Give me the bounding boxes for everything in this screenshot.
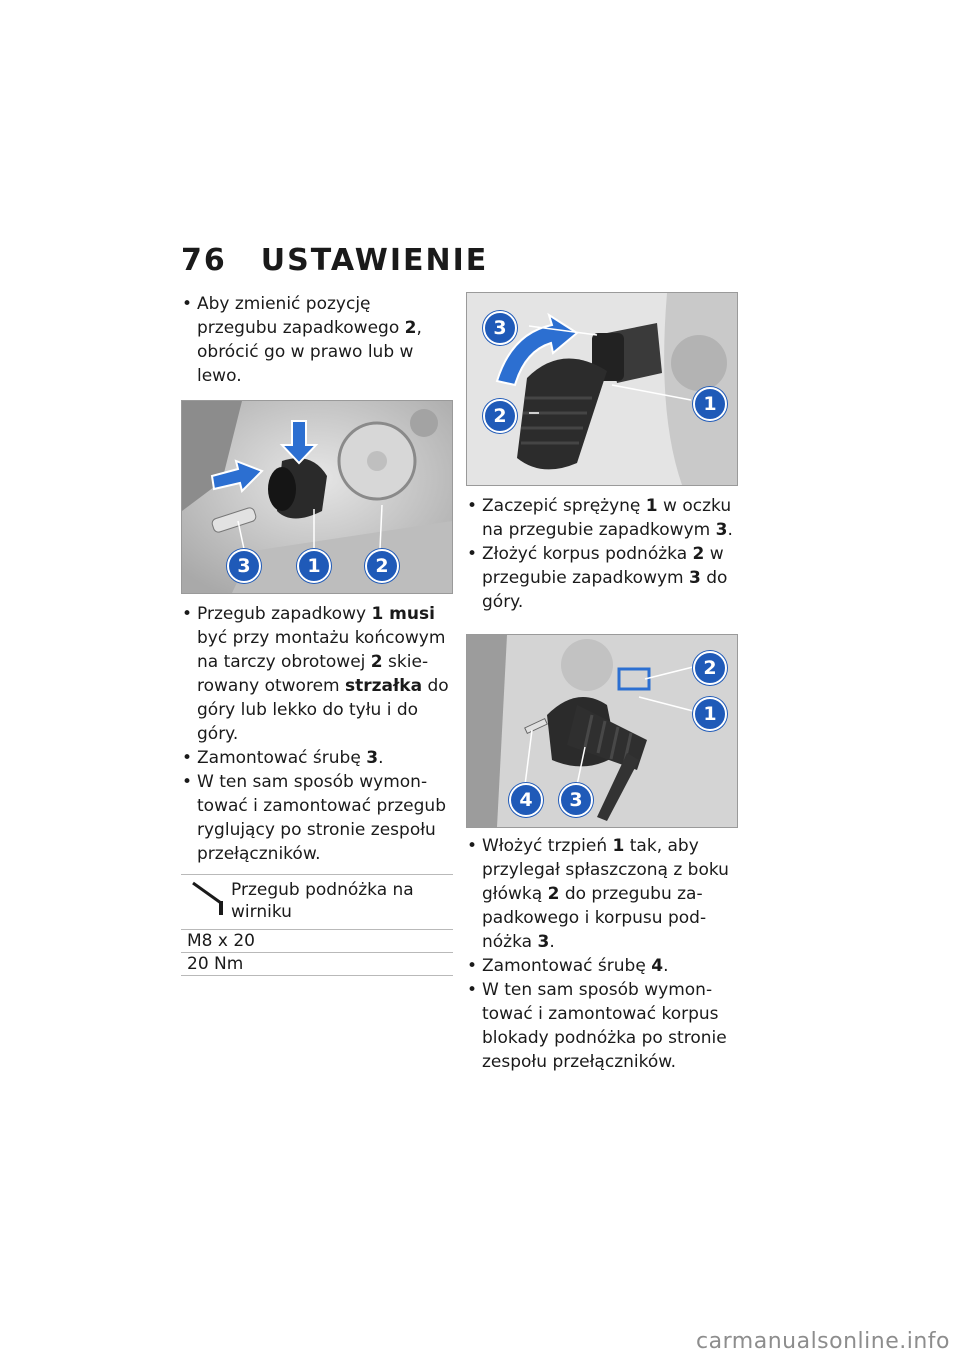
list-item: • W ten sam sposób wymontować i zamontować korpus blokady podnóżka po stronie zespołu przełączników. — [466, 978, 738, 1074]
left-column — [181, 292, 453, 976]
list-item: • Zamontować śrubę 3. — [181, 746, 453, 770]
torque-spec-table — [181, 874, 453, 976]
figure-pin-installation — [466, 634, 738, 828]
callout-1: 1 — [693, 697, 727, 731]
callout-3: 3 — [559, 783, 593, 817]
page-number: 76 — [181, 243, 227, 278]
torque-spec-title: Przegub podnóżka na — [231, 880, 414, 900]
callout-1: 1 — [693, 387, 727, 421]
list-item: • Złożyć korpus podnóżka 2 w przegubie zapadkowym 3 do góry. — [466, 542, 738, 614]
section-title: USTAWIENIE — [260, 243, 489, 278]
torque-spec-value: 20 Nm — [181, 953, 453, 976]
list-item: • W ten sam sposób wymontować i zamontować przegub ryglujący po stronie zespołu przełączników. — [181, 770, 453, 866]
callout-3: 3 — [483, 311, 517, 345]
wrench-icon — [187, 879, 231, 919]
list-item: • Zaczepić sprężynę 1 w oczku na przegubie zapadkowym 3. — [466, 494, 738, 542]
figure-spring-assembly — [466, 292, 738, 486]
callout-1: 1 — [297, 549, 331, 583]
callout-2: 2 — [365, 549, 399, 583]
page-header — [181, 243, 488, 278]
figure-ratchet-joint — [181, 400, 453, 594]
torque-spec-size: M8 x 20 — [181, 930, 453, 953]
callout-2: 2 — [483, 399, 517, 433]
right-column — [466, 292, 738, 1074]
list-item: • Aby zmienić pozycję przegubu zapadkowego 2, obrócić go w prawo lub w lewo. — [181, 292, 453, 388]
list-item: • Przegub zapadkowy 1 musi być przy montażu końcowym na tarczy obrotowej 2 skierowany otworem strzałka do góry lub lekko do tyłu i do góry. — [181, 602, 453, 746]
callout-3: 3 — [227, 549, 261, 583]
list-item: • Zamontować śrubę 4. — [466, 954, 738, 978]
list-item: • Włożyć trzpień 1 tak, aby przylegał spłaszczoną z boku główką 2 do przegubu zapadkowego i korpusu podnóżka 3. — [466, 834, 738, 954]
watermark: carmanualsonline.info — [696, 1329, 950, 1354]
torque-spec-header: Przegub podnóżka na wirniku — [181, 875, 453, 930]
callout-4: 4 — [509, 783, 543, 817]
callout-2: 2 — [693, 651, 727, 685]
